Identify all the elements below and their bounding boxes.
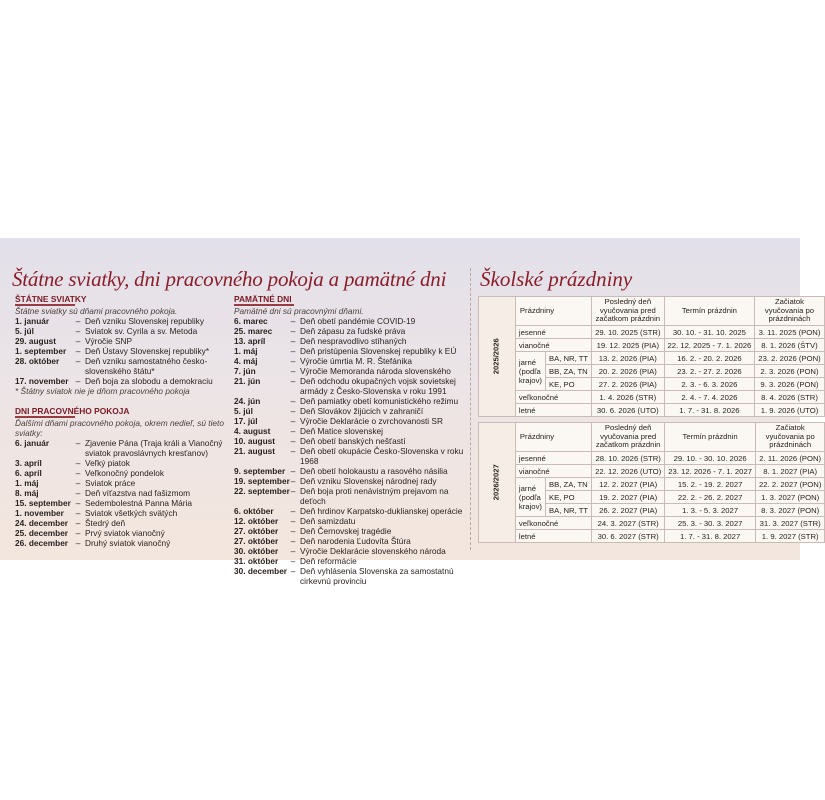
date: 17. júl bbox=[234, 416, 258, 426]
last-day: 26. 2. 2027 (PIA) bbox=[592, 504, 665, 517]
name: Výročie Memoranda národa slovenského bbox=[300, 366, 451, 376]
dash: – bbox=[290, 396, 296, 406]
dash: – bbox=[290, 326, 296, 336]
year-label-cell bbox=[479, 423, 516, 543]
header-row bbox=[479, 297, 825, 326]
memorial-day-row bbox=[234, 396, 466, 406]
memorial-day-row bbox=[234, 546, 466, 556]
header-last-day: Posledný deň vyučovania pred začatkom prázdnin bbox=[592, 297, 664, 326]
name: Deň obetí pandémie COVID-19 bbox=[300, 316, 416, 326]
name: Sedembolestná Panna Mária bbox=[85, 498, 193, 508]
name: Deň samizdatu bbox=[300, 516, 356, 526]
start: 1. 9. 2027 (STR) bbox=[756, 530, 825, 543]
term: 30. 10. - 31. 10. 2025 bbox=[664, 326, 755, 339]
last-day: 12. 2. 2027 (PIA) bbox=[592, 478, 665, 491]
memorial-day-row bbox=[234, 526, 466, 536]
last-day: 28. 10. 2026 (STR) bbox=[592, 452, 665, 465]
term: 1. 3. - 5. 3. 2027 bbox=[665, 504, 756, 517]
memorial-day-row bbox=[234, 486, 466, 506]
start: 9. 3. 2026 (PON) bbox=[755, 378, 824, 391]
last-day: 20. 2. 2026 (PIA) bbox=[592, 365, 664, 378]
date: 25. december bbox=[15, 528, 69, 538]
dash: – bbox=[75, 458, 81, 468]
date: 6. október bbox=[234, 506, 274, 516]
start: 8. 3. 2027 (PON) bbox=[756, 504, 825, 517]
holiday-row bbox=[479, 404, 825, 417]
term: 23. 2. - 27. 2. 2026 bbox=[664, 365, 755, 378]
name: Deň obetí banských nešťastí bbox=[300, 436, 406, 446]
memorial-day-row bbox=[234, 476, 466, 486]
date: 25. marec bbox=[234, 326, 273, 336]
regions: KE, PO bbox=[545, 378, 591, 391]
last-day: 24. 3. 2027 (STR) bbox=[592, 517, 665, 530]
rest-day-row bbox=[15, 468, 230, 478]
date: 22. september bbox=[234, 486, 290, 496]
name: Deň obetí okupácie Česko-Slovenska v roku 1968 bbox=[300, 446, 464, 466]
start: 22. 2. 2027 (PON) bbox=[756, 478, 825, 491]
name: Druhý sviatok vianočný bbox=[85, 538, 171, 548]
name: Deň Slovákov žijúcich v zahraničí bbox=[300, 406, 424, 416]
dash: – bbox=[75, 356, 81, 366]
dash: – bbox=[75, 528, 81, 538]
dash: – bbox=[290, 486, 296, 496]
holiday-calendar-card bbox=[0, 238, 822, 586]
holiday-row bbox=[479, 465, 825, 478]
date: 12. október bbox=[234, 516, 279, 526]
name: Sviatok sv. Cyrila a sv. Metoda bbox=[85, 326, 198, 336]
dash: – bbox=[75, 478, 81, 488]
last-day: 22. 12. 2026 (UTO) bbox=[592, 465, 665, 478]
school-holidays-heading: Školské prázdniny bbox=[480, 267, 633, 291]
last-day: 1. 4. 2026 (STR) bbox=[592, 391, 664, 404]
header-start: Začiatok vyučovania po prázdninách bbox=[755, 297, 824, 326]
header-term: Termín prázdnin bbox=[664, 297, 755, 326]
holiday-row bbox=[479, 339, 825, 352]
last-day: 30. 6. 2026 (UTO) bbox=[592, 404, 664, 417]
term: 29. 10. - 30. 10. 2026 bbox=[665, 452, 756, 465]
last-day: 30. 6. 2027 (STR) bbox=[592, 530, 665, 543]
memorial-day-row bbox=[234, 316, 466, 326]
state-holiday-row bbox=[15, 326, 230, 336]
date: 17. november bbox=[15, 376, 69, 386]
last-day: 19. 2. 2027 (PIA) bbox=[592, 491, 665, 504]
memorial-day-row bbox=[234, 446, 466, 466]
name: Sviatok všetkých svätých bbox=[85, 508, 178, 518]
memorial-day-row bbox=[234, 366, 466, 376]
spring-row bbox=[479, 352, 825, 365]
date: 1. máj bbox=[15, 478, 39, 488]
date: 27. október bbox=[234, 526, 279, 536]
regions: BA, NR, TT bbox=[545, 352, 591, 365]
start: 8. 1. 2026 (ŠTV) bbox=[755, 339, 824, 352]
term: 22. 2. - 26. 2. 2027 bbox=[665, 491, 756, 504]
memorial-day-row bbox=[234, 326, 466, 336]
term: 2. 4. - 7. 4. 2026 bbox=[664, 391, 755, 404]
regions: BA, NR, TT bbox=[545, 504, 591, 517]
term: 22. 12. 2025 - 7. 1. 2026 bbox=[664, 339, 755, 352]
memorial-day-row bbox=[234, 566, 466, 586]
school-year-table bbox=[478, 422, 825, 543]
dash: – bbox=[75, 326, 81, 336]
memorial-day-row bbox=[234, 376, 466, 396]
dash: – bbox=[290, 516, 296, 526]
dash: – bbox=[75, 438, 81, 448]
dash: – bbox=[290, 366, 296, 376]
name: Výročie SNP bbox=[85, 336, 133, 346]
holiday-type: jesenné bbox=[515, 326, 591, 339]
start: 23. 2. 2026 (PON) bbox=[755, 352, 824, 365]
dash: – bbox=[290, 556, 296, 566]
term: 2. 3. - 6. 3. 2026 bbox=[664, 378, 755, 391]
memorial-day-row bbox=[234, 516, 466, 526]
name: Prvý sviatok vianočný bbox=[85, 528, 165, 538]
header-row bbox=[479, 423, 825, 452]
dash: – bbox=[75, 468, 81, 478]
name: Deň vzniku Slovenskej národnej rady bbox=[300, 476, 437, 486]
rest-days-list bbox=[15, 438, 230, 548]
date: 10. august bbox=[234, 436, 276, 446]
dash: – bbox=[290, 436, 296, 446]
rest-day-row bbox=[15, 438, 230, 458]
date: 15. september bbox=[15, 498, 71, 508]
column-divider bbox=[470, 268, 471, 550]
holiday-type: jesenné bbox=[515, 452, 591, 465]
dash: – bbox=[290, 416, 296, 426]
dash: – bbox=[290, 336, 296, 346]
dash: – bbox=[290, 526, 296, 536]
date: 9. september bbox=[234, 466, 286, 476]
dash: – bbox=[75, 336, 81, 346]
name: Deň víťazstva nad fašizmom bbox=[85, 488, 191, 498]
state-holiday-row bbox=[15, 356, 230, 376]
rest-day-row bbox=[15, 518, 230, 528]
dash: – bbox=[75, 488, 81, 498]
regions: BB, ZA, TN bbox=[545, 365, 591, 378]
header-type: Prázdniny bbox=[515, 423, 591, 452]
state-holiday-row bbox=[15, 336, 230, 346]
name: Deň boja za slobodu a demokraciu bbox=[85, 376, 213, 386]
holiday-type: vianočné bbox=[515, 465, 591, 478]
dash: – bbox=[75, 498, 81, 508]
header-start: Začiatok vyučovania po prázdninách bbox=[756, 423, 825, 452]
dash: – bbox=[75, 316, 81, 326]
start: 31. 3. 2027 (STR) bbox=[756, 517, 825, 530]
date: 1. január bbox=[15, 316, 50, 326]
school-year-table bbox=[478, 296, 825, 417]
year-label: 2026/2027 bbox=[491, 464, 501, 501]
date: 4. máj bbox=[234, 356, 258, 366]
date: 1. máj bbox=[234, 346, 258, 356]
name: Zjavenie Pána (Traja králi a Vianočný sviatok pravoslávnych kresťanov) bbox=[85, 438, 223, 458]
start: 1. 3. 2027 (PON) bbox=[756, 491, 825, 504]
state-holidays-section bbox=[15, 294, 230, 396]
dash: – bbox=[290, 356, 296, 366]
state-holidays-list bbox=[15, 316, 230, 386]
name: Deň hrdinov Karpatsko-duklianskej operácie bbox=[300, 506, 463, 516]
dash: – bbox=[290, 566, 296, 576]
memorial-day-row bbox=[234, 356, 466, 366]
name: Deň obetí holokaustu a rasového násilia bbox=[300, 466, 448, 476]
name: Výročie Deklarácie o zvrchovanosti SR bbox=[300, 416, 443, 426]
date: 6. marec bbox=[234, 316, 268, 326]
state-holidays-title: ŠTÁTNE SVIATKY bbox=[15, 294, 87, 304]
date: 3. apríl bbox=[15, 458, 42, 468]
dash: – bbox=[290, 346, 296, 356]
regions: KE, PO bbox=[545, 491, 591, 504]
dash: – bbox=[290, 536, 296, 546]
date: 24. december bbox=[15, 518, 69, 528]
last-day: 19. 12. 2025 (PIA) bbox=[592, 339, 664, 352]
term: 23. 12. 2026 - 7. 1. 2027 bbox=[665, 465, 756, 478]
start: 2. 11. 2026 (PON) bbox=[756, 452, 825, 465]
year-label: 2025/2026 bbox=[491, 338, 501, 375]
memorial-days-note: Pamätné dni sú pracovnými dňami. bbox=[234, 306, 364, 316]
rest-days-note: Ďalšími dňami pracovného pokoja, okrem nedieľ, sú tieto sviatky: bbox=[15, 418, 224, 438]
date: 21. jún bbox=[234, 376, 261, 386]
dash: – bbox=[290, 406, 296, 416]
last-day: 13. 2. 2026 (PIA) bbox=[592, 352, 664, 365]
date: 1. november bbox=[15, 508, 64, 518]
start: 8. 1. 2027 (PIA) bbox=[756, 465, 825, 478]
date: 8. máj bbox=[15, 488, 39, 498]
name: Deň boja proti nenávistným prejavom na deťoch bbox=[300, 486, 449, 506]
memorial-day-row bbox=[234, 436, 466, 446]
name: Deň Černovskej tragédie bbox=[300, 526, 392, 536]
date: 28. október bbox=[15, 356, 60, 366]
term: 25. 3. - 30. 3. 2027 bbox=[665, 517, 756, 530]
name: Deň odchodu okupačných vojsk sovietskej armády z Česko-Slovenska v roku 1991 bbox=[300, 376, 456, 396]
state-holidays-note: Štátne sviatky sú dňami pracovného pokoja. bbox=[15, 306, 178, 316]
date: 21. august bbox=[234, 446, 276, 456]
memorial-day-row bbox=[234, 416, 466, 426]
holiday-type: letné bbox=[515, 530, 591, 543]
rest-days-title: DNI PRACOVNÉHO POKOJA bbox=[15, 406, 130, 416]
memorial-days-section bbox=[234, 294, 466, 586]
holiday-type: veľkonočné bbox=[515, 391, 591, 404]
start: 1. 9. 2026 (UTO) bbox=[755, 404, 824, 417]
rest-days-section bbox=[15, 406, 230, 548]
memorial-days-title: PAMÄTNÉ DNI bbox=[234, 294, 292, 304]
start: 8. 4. 2026 (STR) bbox=[755, 391, 824, 404]
state-holiday-row bbox=[15, 346, 230, 356]
rest-day-row bbox=[15, 488, 230, 498]
date: 13. apríl bbox=[234, 336, 266, 346]
holiday-type: vianočné bbox=[515, 339, 591, 352]
date: 30. október bbox=[234, 546, 279, 556]
memorial-day-row bbox=[234, 536, 466, 546]
name: Sviatok práce bbox=[85, 478, 136, 488]
date: 1. september bbox=[15, 346, 67, 356]
start: 2. 3. 2026 (PON) bbox=[755, 365, 824, 378]
date: 6. január bbox=[15, 438, 50, 448]
dash: – bbox=[290, 316, 296, 326]
state-holidays-footnote: * Štátny sviatok nie je dňom pracovného pokoja bbox=[15, 386, 190, 396]
holiday-type: letné bbox=[515, 404, 591, 417]
name: Deň pristúpenia Slovenskej republiky k EÚ bbox=[300, 346, 457, 356]
name: Výročie úmrtia M. R. Štefánika bbox=[300, 356, 413, 366]
dash: – bbox=[290, 476, 296, 486]
dash: – bbox=[290, 546, 296, 556]
dash: – bbox=[75, 346, 81, 356]
rest-day-row bbox=[15, 458, 230, 468]
date: 30. december bbox=[234, 566, 288, 576]
term: 1. 7. - 31. 8. 2026 bbox=[664, 404, 755, 417]
memorial-day-row bbox=[234, 336, 466, 346]
memorial-day-row bbox=[234, 426, 466, 436]
memorial-day-row bbox=[234, 346, 466, 356]
date: 27. október bbox=[234, 536, 279, 546]
dash: – bbox=[75, 538, 81, 548]
date: 5. júl bbox=[234, 406, 253, 416]
last-day: 27. 2. 2026 (PIA) bbox=[592, 378, 664, 391]
state-holiday-row bbox=[15, 376, 230, 386]
header-type: Prázdniny bbox=[515, 297, 591, 326]
rest-day-row bbox=[15, 478, 230, 488]
dash: – bbox=[290, 376, 296, 386]
start: 3. 11. 2025 (PON) bbox=[755, 326, 824, 339]
name: Deň Matice slovenskej bbox=[300, 426, 384, 436]
last-day: 29. 10. 2025 (STR) bbox=[592, 326, 664, 339]
state-holiday-row bbox=[15, 316, 230, 326]
holiday-type: veľkonočné bbox=[515, 517, 591, 530]
name: Deň vyhlásenia Slovenska za samostatnú cirkevnú provinciu bbox=[300, 566, 454, 586]
name: Deň Ústavy Slovenskej republiky* bbox=[85, 346, 210, 356]
dash: – bbox=[75, 376, 81, 386]
spring-row bbox=[479, 478, 825, 491]
year-label-cell bbox=[479, 297, 516, 417]
date: 19. september bbox=[234, 476, 290, 486]
term: 16. 2. - 20. 2. 2026 bbox=[664, 352, 755, 365]
date: 6. apríl bbox=[15, 468, 42, 478]
name: Deň vzniku Slovenskej republiky bbox=[85, 316, 204, 326]
name: Deň reformácie bbox=[300, 556, 357, 566]
rest-day-row bbox=[15, 498, 230, 508]
date: 7. jún bbox=[234, 366, 256, 376]
name: Deň nespravodlivo stíhaných bbox=[300, 336, 407, 346]
name: Deň pamiatky obetí komunistického režimu bbox=[300, 396, 459, 406]
dash: – bbox=[290, 426, 296, 436]
date: 4. august bbox=[234, 426, 271, 436]
name: Deň vzniku samostatného česko-slovenského štátu* bbox=[85, 356, 208, 376]
holiday-row bbox=[479, 391, 825, 404]
date: 24. jún bbox=[234, 396, 261, 406]
dash: – bbox=[75, 508, 81, 518]
spring-label: jarné (podľa krajov) bbox=[515, 352, 545, 391]
dash: – bbox=[290, 506, 296, 516]
holidays-heading: Štátne sviatky, dni pracovného pokoja a pamätné dni bbox=[12, 267, 447, 291]
name: Veľký piatok bbox=[85, 458, 130, 468]
spring-label: jarné (podľa krajov) bbox=[515, 478, 545, 517]
header-term: Termín prázdnin bbox=[665, 423, 756, 452]
rest-day-row bbox=[15, 538, 230, 548]
dash: – bbox=[75, 518, 81, 528]
term: 15. 2. - 19. 2. 2027 bbox=[665, 478, 756, 491]
date: 31. október bbox=[234, 556, 279, 566]
name: Deň narodenia Ľudovíta Štúra bbox=[300, 536, 411, 546]
memorial-days-list bbox=[234, 316, 466, 586]
regions: BB, ZA, TN bbox=[545, 478, 591, 491]
memorial-day-row bbox=[234, 406, 466, 416]
holiday-row bbox=[479, 517, 825, 530]
name: Deň zápasu za ľudské práva bbox=[300, 326, 406, 336]
name: Výročie Deklarácie slovenského národa bbox=[300, 546, 446, 556]
name: Veľkonočný pondelok bbox=[85, 468, 164, 478]
name: Štedrý deň bbox=[85, 518, 126, 528]
date: 5. júl bbox=[15, 326, 34, 336]
rest-day-row bbox=[15, 508, 230, 518]
header-last-day: Posledný deň vyučovania pred začatkom prázdnin bbox=[592, 423, 665, 452]
date: 26. december bbox=[15, 538, 69, 548]
dash: – bbox=[290, 466, 296, 476]
term: 1. 7. - 31. 8. 2027 bbox=[665, 530, 756, 543]
holiday-row bbox=[479, 452, 825, 465]
holiday-row bbox=[479, 326, 825, 339]
memorial-day-row bbox=[234, 466, 466, 476]
date: 29. august bbox=[15, 336, 57, 346]
dash: – bbox=[290, 446, 296, 456]
holiday-row bbox=[479, 530, 825, 543]
rest-day-row bbox=[15, 528, 230, 538]
memorial-day-row bbox=[234, 556, 466, 566]
memorial-day-row bbox=[234, 506, 466, 516]
